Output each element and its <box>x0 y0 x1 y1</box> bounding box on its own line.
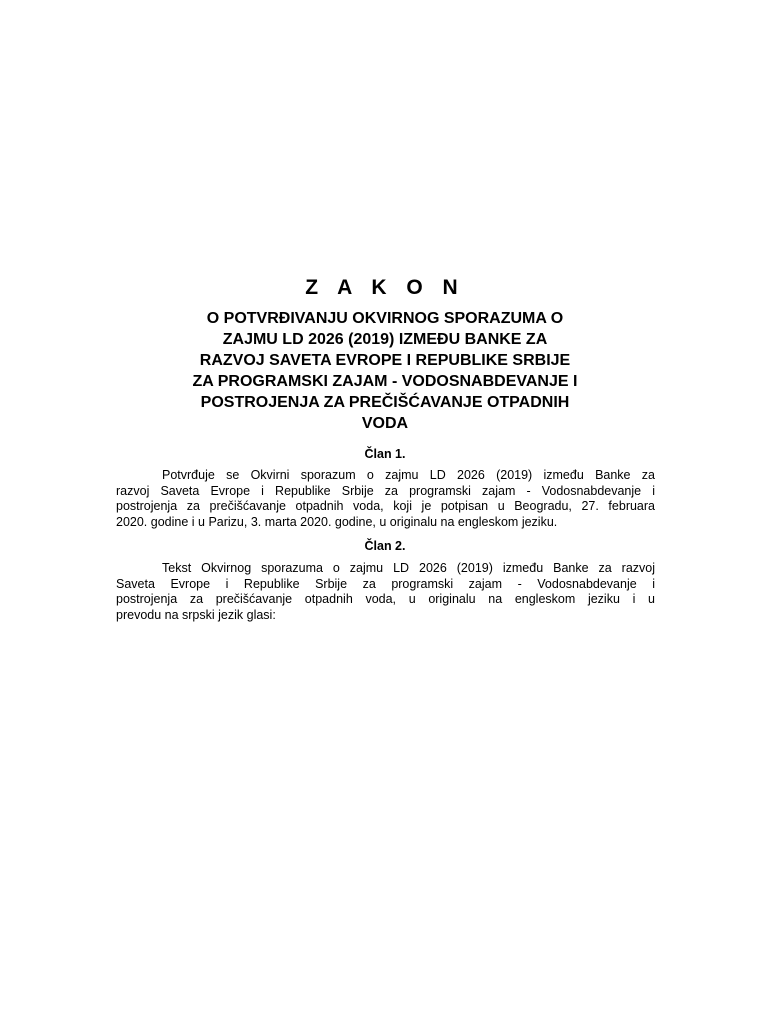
article-1-line: 2020. godine i u Parizu, 3. marta 2020. godine, u originalu na engleskom jeziku. <box>116 514 558 529</box>
law-title <box>150 308 620 434</box>
law-title-line: RAZVOJ SAVETA EVROPE I REPUBLIKE SRBIJE <box>199 352 571 369</box>
article-1-heading: Član 1. <box>364 447 406 461</box>
law-title-line: VODA <box>361 415 409 432</box>
article-2-line: postrojenja za prečišćavanje otpadnih voda, u originalu na engleskom jeziku i u <box>116 592 655 606</box>
law-title-line: ZA PROGRAMSKI ZAJAM - VODOSNABDEVANJE I <box>192 373 578 390</box>
article-1-body <box>116 468 655 530</box>
article-1-line: Potvrđuje se Okvirni sporazum o zajmu LD 2026 (2019) između Banke za <box>162 468 655 482</box>
article-1-line: postrojenja za prečišćavanje otpadnih voda, koji je potpisan u Beogradu, 27. februara <box>116 499 655 513</box>
law-heading: Z A K O N <box>305 276 465 299</box>
article-2-body <box>116 561 655 623</box>
law-title-line: POSTROJENJA ZA PREČIŠĆAVANJE OTPADNIH <box>200 394 570 411</box>
article-1-line: razvoj Saveta Evrope i Republike Srbije za programski zajam - Vodosnabdevanje i <box>116 483 655 498</box>
law-title-line: ZAJMU LD 2026 (2019) IZMEĐU BANKE ZA <box>222 331 548 348</box>
article-2-line: prevodu na srpski jezik glasi: <box>116 607 276 622</box>
law-title-line: O POTVRĐIVANJU OKVIRNOG SPORAZUMA O <box>206 310 564 327</box>
article-2-heading: Član 2. <box>364 539 406 553</box>
article-2-line: Tekst Okvirnog sporazuma o zajmu LD 2026 (2019) između Banke za razvoj <box>162 561 655 575</box>
article-2-line: Saveta Evrope i Republike Srbije za programski zajam - Vodosnabdevanje i <box>116 576 655 591</box>
